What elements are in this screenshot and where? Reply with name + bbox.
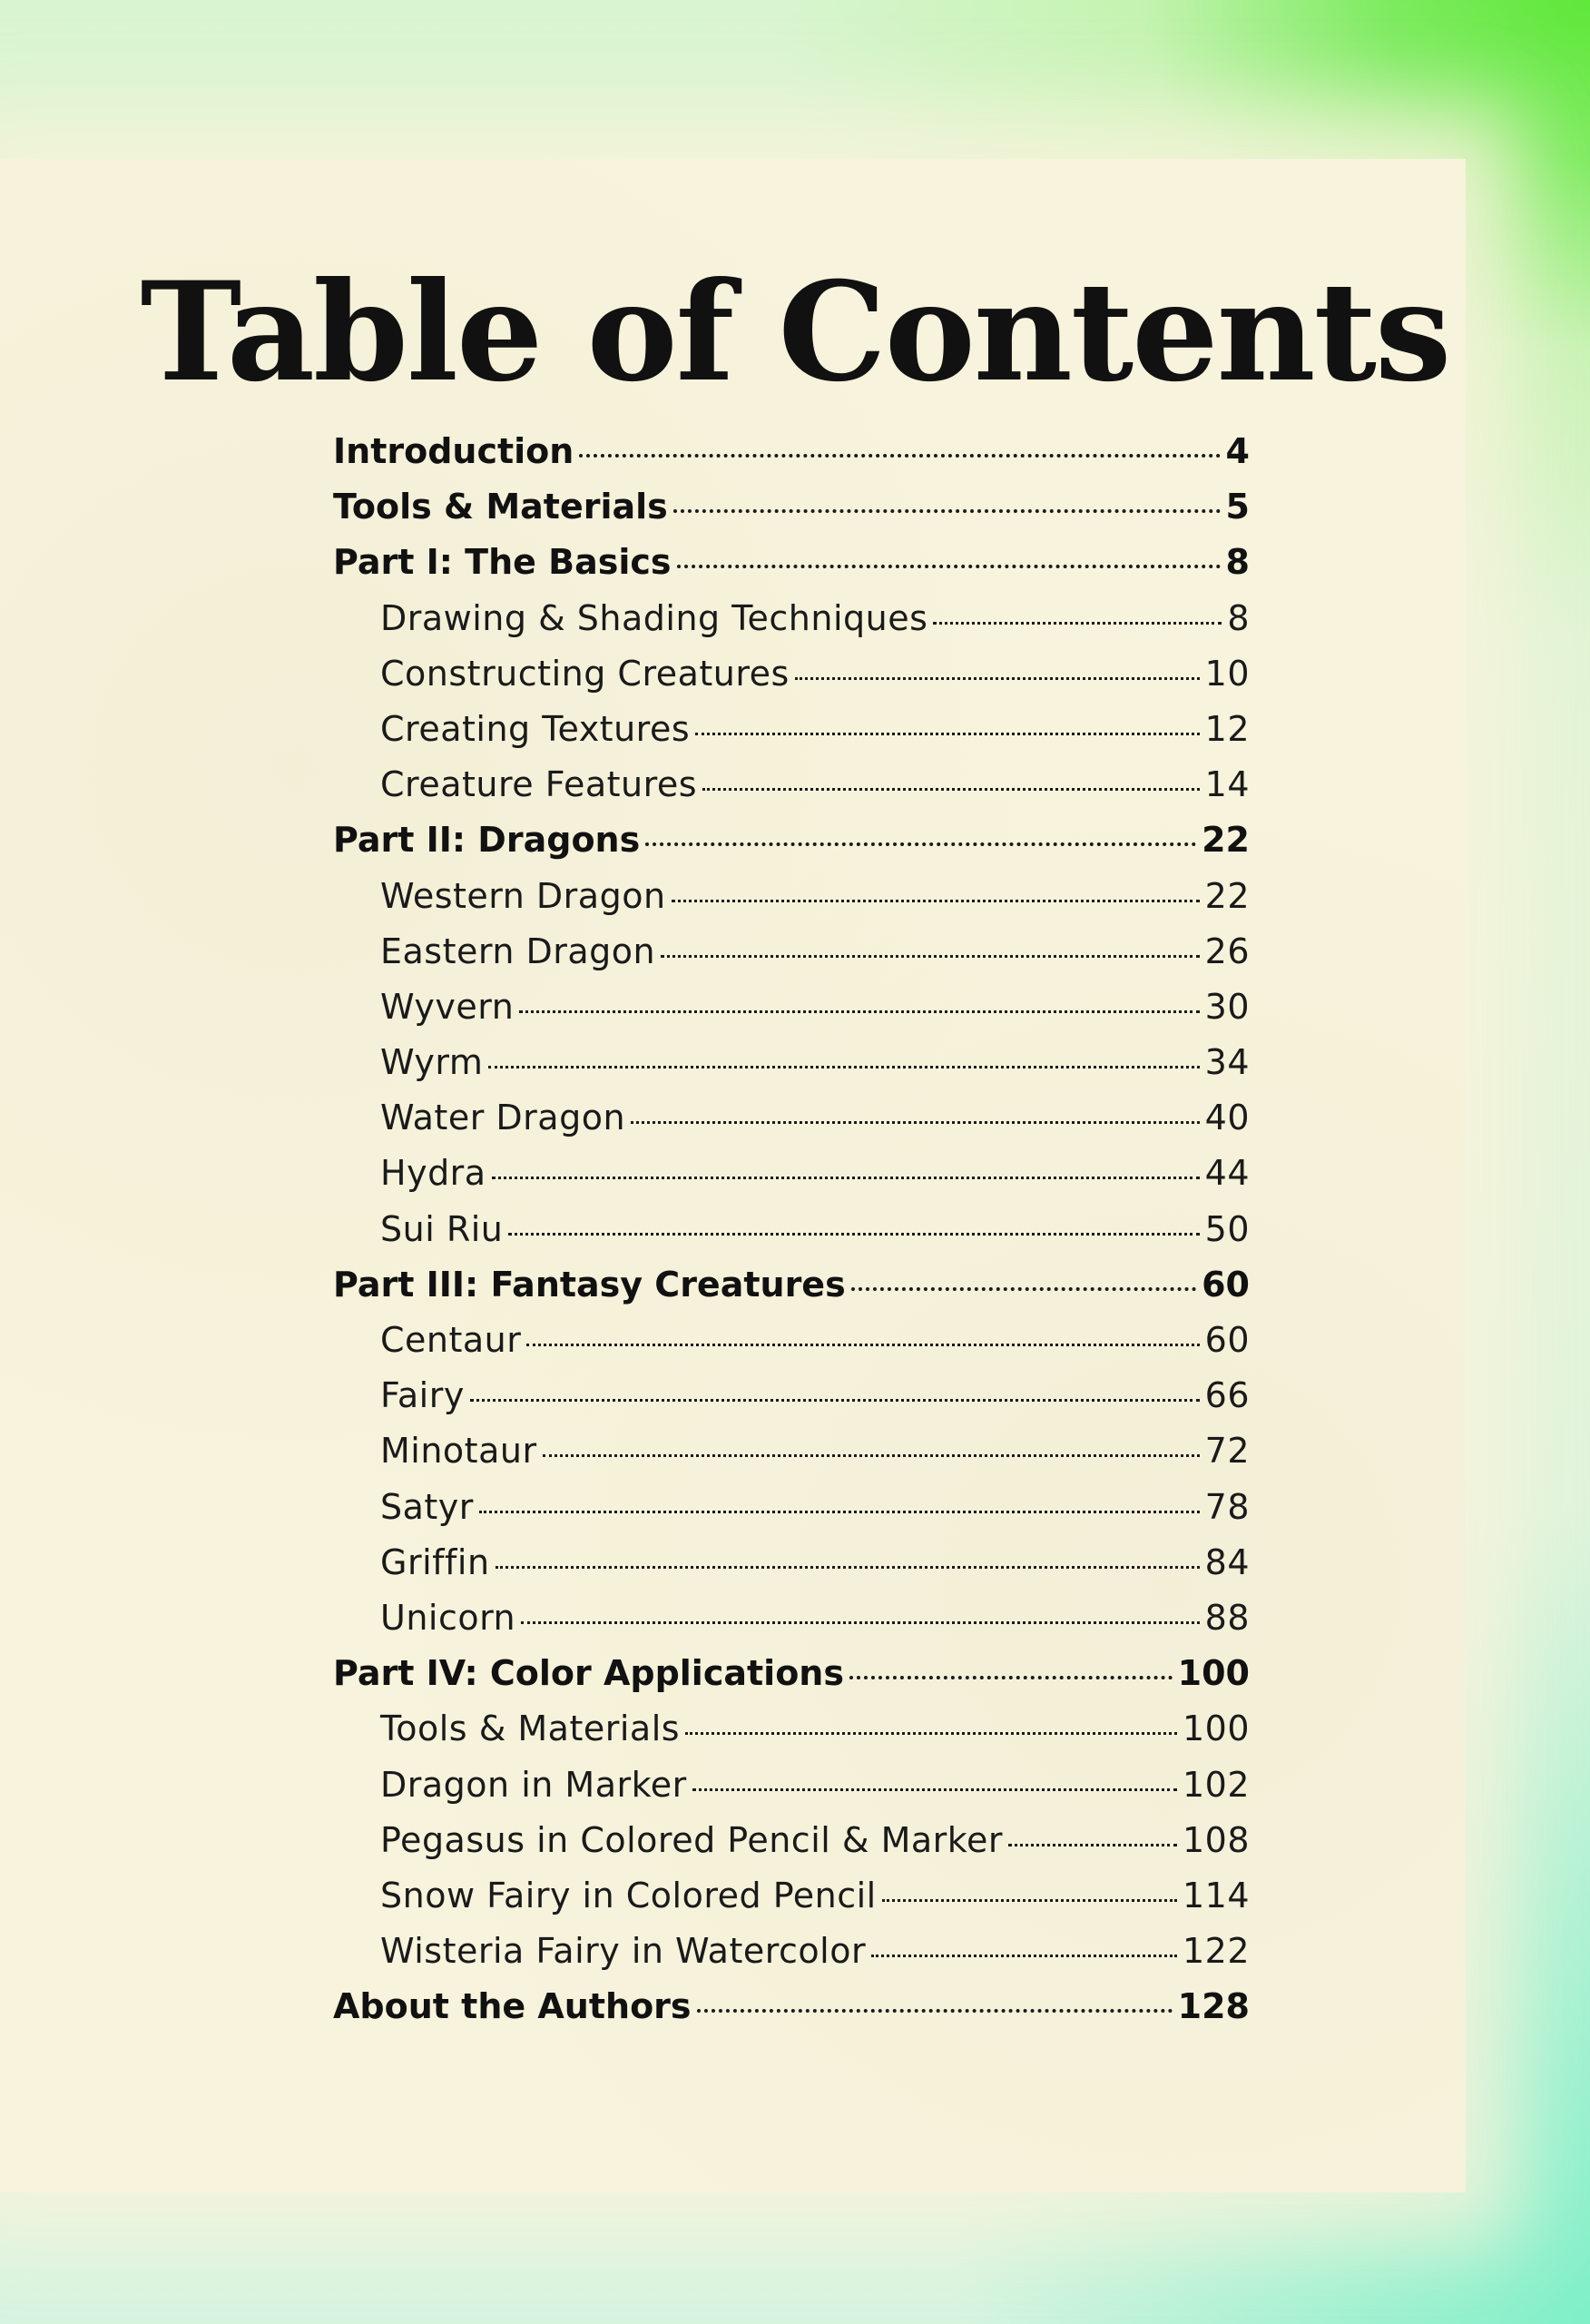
toc-subsection-entry (333, 1375, 1250, 1431)
dot-leader (488, 1066, 1199, 1068)
toc-entry-title: Drawing & Shading Techniques (380, 597, 928, 638)
dot-leader (702, 788, 1200, 791)
toc-subsection-entry (333, 598, 1250, 654)
toc-subsection-entry (333, 709, 1250, 764)
toc-subsection-entry (333, 1042, 1250, 1098)
dot-leader (645, 842, 1196, 846)
toc-entry-title: Water Dragon (380, 1098, 626, 1138)
toc-section-entry (333, 1986, 1250, 2042)
toc-page-number: 4 (1225, 431, 1250, 471)
toc-section-entry (333, 1653, 1250, 1709)
toc-page-number: 60 (1202, 1264, 1250, 1305)
toc-entry-title: Constructing Creatures (380, 653, 790, 694)
dot-leader (882, 1899, 1177, 1902)
toc-entry-title: Minotaur (380, 1431, 537, 1472)
dot-leader (871, 1955, 1177, 1957)
toc-section-entry (333, 487, 1250, 542)
toc-page-number: 34 (1204, 1042, 1250, 1083)
toc-entry-title: Eastern Dragon (380, 931, 656, 971)
toc-page-number: 60 (1204, 1320, 1250, 1360)
toc-page-number: 102 (1182, 1764, 1250, 1805)
toc-page-number: 5 (1225, 487, 1250, 527)
toc-subsection-entry (333, 1542, 1250, 1598)
dot-leader (685, 1732, 1177, 1735)
dot-leader (933, 622, 1222, 625)
toc-entry-title: Part IV: Color Applications (333, 1653, 844, 1694)
toc-page-number: 108 (1182, 1819, 1250, 1860)
toc-subsection-entry (333, 1709, 1250, 1764)
toc-page-number: 8 (1225, 542, 1250, 583)
toc-page-number: 12 (1204, 708, 1250, 749)
dot-leader (795, 677, 1200, 680)
toc-subsection-entry (333, 1431, 1250, 1486)
toc-entry-title: Fairy (380, 1375, 465, 1416)
toc-subsection-entry (333, 1153, 1250, 1208)
toc-page-number: 122 (1182, 1931, 1250, 1972)
toc-page-number: 100 (1182, 1709, 1250, 1749)
toc-page-number: 14 (1204, 764, 1250, 805)
dot-leader (692, 1788, 1177, 1791)
toc-entry-title: Sui Riu (380, 1208, 504, 1249)
toc-entry-title: Part II: Dragons (333, 820, 641, 861)
dot-leader (492, 1177, 1200, 1179)
dot-leader (1008, 1844, 1177, 1846)
toc-entry-title: Centaur (380, 1320, 522, 1360)
toc-entry-title: Creature Features (380, 764, 698, 805)
toc-page-number: 100 (1177, 1653, 1250, 1694)
toc-entry-title: Introduction (333, 431, 574, 471)
toc-subsection-entry (333, 764, 1250, 820)
toc-page-number: 88 (1204, 1597, 1250, 1638)
dot-leader (508, 1233, 1199, 1236)
toc-subsection-entry (333, 1098, 1250, 1153)
dot-leader (521, 1621, 1200, 1624)
dot-leader (697, 2009, 1173, 2013)
dot-leader (543, 1454, 1200, 1457)
page-title: Table of Contents (140, 251, 1450, 412)
toc-subsection-entry (333, 1820, 1250, 1876)
toc-section-entry (333, 820, 1250, 875)
toc-entry-title: Satyr (380, 1486, 474, 1527)
toc-subsection-entry (333, 1598, 1250, 1653)
dot-leader (519, 1010, 1199, 1013)
toc-subsection-entry (333, 1876, 1250, 1931)
toc-entry-title: Tools & Materials (380, 1709, 681, 1749)
dot-leader (479, 1511, 1200, 1513)
toc-entry-title: Creating Textures (380, 708, 691, 749)
toc-entry-title: Wisteria Fairy in Watercolor (380, 1931, 867, 1972)
toc-entry-title: Western Dragon (380, 875, 666, 916)
toc-section-entry (333, 542, 1250, 597)
toc-page-number: 30 (1204, 986, 1250, 1027)
table-of-contents (333, 431, 1250, 2042)
dot-leader (851, 1287, 1196, 1291)
toc-page-number: 78 (1204, 1486, 1250, 1527)
dot-leader (661, 955, 1200, 958)
toc-entry-title: Dragon in Marker (380, 1764, 687, 1805)
toc-entry-title: Unicorn (380, 1597, 516, 1638)
toc-page-number: 22 (1204, 875, 1250, 916)
toc-entry-title: Part III: Fantasy Creatures (333, 1264, 846, 1305)
toc-page-number: 8 (1227, 597, 1250, 638)
toc-entry-title: Snow Fairy in Colored Pencil (380, 1875, 877, 1915)
toc-subsection-entry (333, 1320, 1250, 1375)
toc-subsection-entry (333, 931, 1250, 987)
dot-leader (579, 454, 1220, 458)
toc-page-number: 10 (1204, 653, 1250, 694)
toc-subsection-entry (333, 1209, 1250, 1265)
toc-subsection-entry (333, 1931, 1250, 1986)
toc-entry-title: Griffin (380, 1541, 490, 1582)
dot-leader (631, 1121, 1200, 1124)
toc-page-number: 40 (1204, 1098, 1250, 1138)
toc-entry-title: Wyvern (380, 986, 515, 1027)
toc-page-number: 44 (1204, 1153, 1250, 1194)
toc-subsection-entry (333, 987, 1250, 1042)
toc-page-number: 22 (1202, 820, 1250, 861)
toc-page-number: 26 (1204, 931, 1250, 971)
toc-entry-title: About the Authors (333, 1986, 692, 2027)
dot-leader (849, 1676, 1173, 1679)
toc-section-entry (333, 431, 1250, 487)
toc-entry-title: Tools & Materials (333, 487, 668, 527)
toc-page-number: 128 (1177, 1986, 1250, 2027)
toc-entry-title: Part I: The Basics (333, 542, 672, 583)
toc-subsection-entry (333, 876, 1250, 931)
toc-page-number: 84 (1204, 1541, 1250, 1582)
dot-leader (695, 733, 1200, 735)
toc-entry-title: Hydra (380, 1153, 486, 1194)
dot-leader (677, 565, 1221, 568)
dot-leader (672, 900, 1200, 902)
dot-leader (673, 509, 1221, 513)
toc-subsection-entry (333, 1765, 1250, 1820)
toc-entry-title: Pegasus in Colored Pencil & Marker (380, 1819, 1003, 1860)
dot-leader (470, 1399, 1200, 1402)
toc-page-number: 66 (1204, 1375, 1250, 1416)
toc-section-entry (333, 1265, 1250, 1320)
dot-leader (526, 1344, 1199, 1346)
toc-page-number: 50 (1204, 1208, 1250, 1249)
dot-leader (496, 1566, 1200, 1569)
toc-subsection-entry (333, 1487, 1250, 1542)
toc-entry-title: Wyrm (380, 1042, 484, 1083)
toc-subsection-entry (333, 654, 1250, 709)
toc-page-number: 114 (1182, 1875, 1250, 1915)
toc-page-number: 72 (1204, 1431, 1250, 1472)
